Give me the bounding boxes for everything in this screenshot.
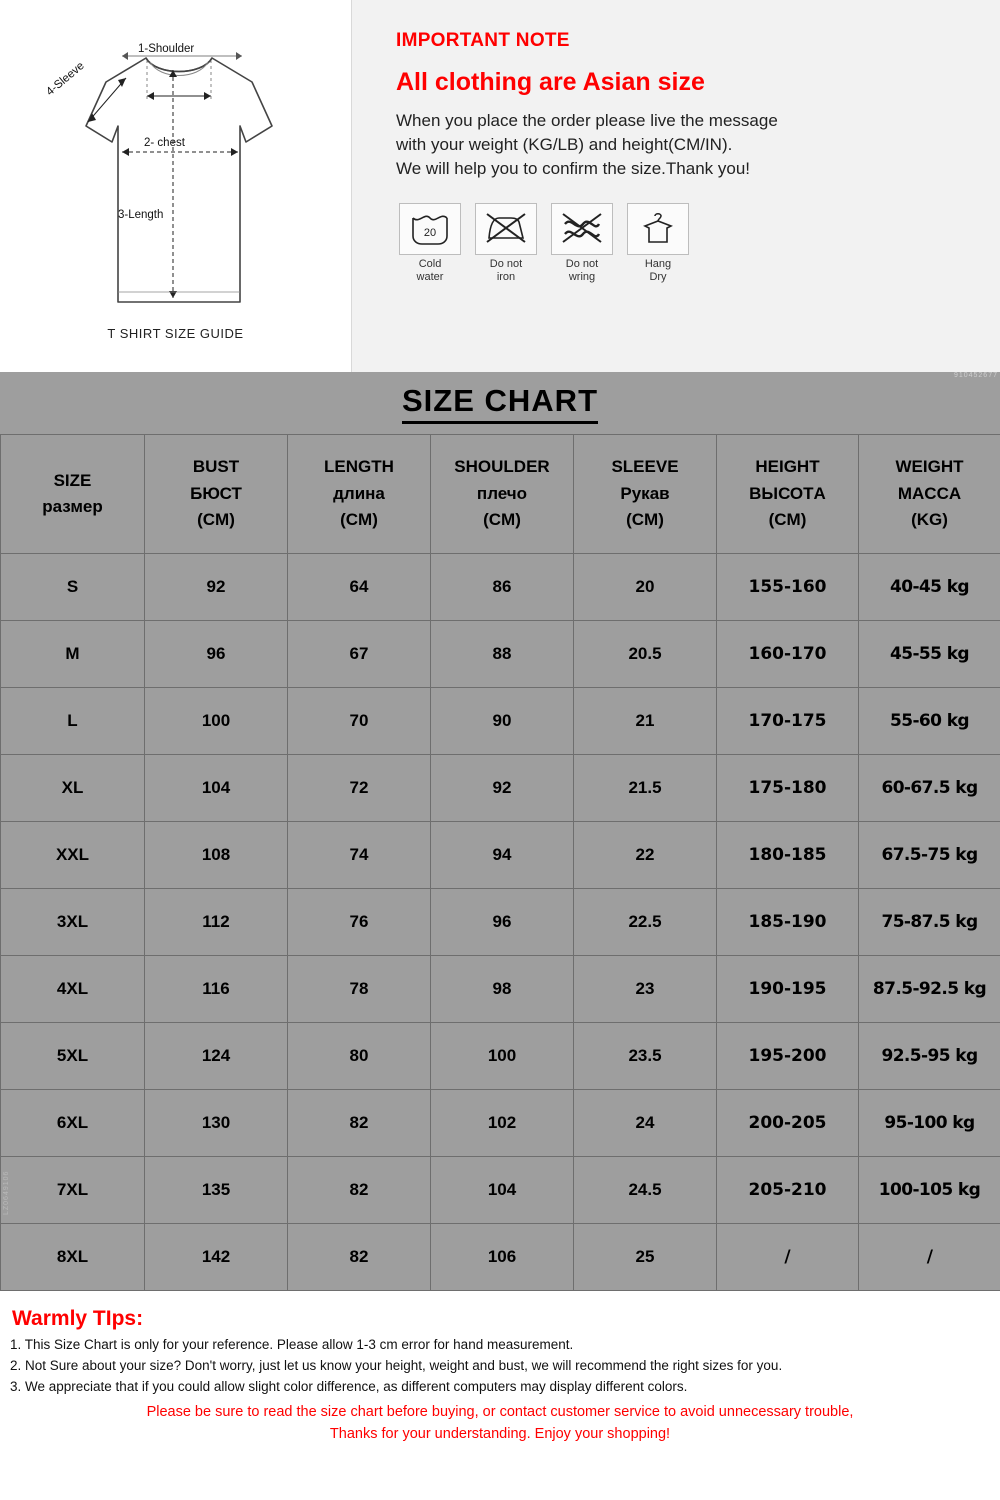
cell-shoulder: 98 xyxy=(431,956,574,1023)
cell-weight: 92.5-95 kg xyxy=(859,1023,1000,1090)
care-instructions xyxy=(396,203,966,283)
hang-dry-icon xyxy=(627,203,689,255)
watermark-bottom-left: LZ0649106 xyxy=(3,1170,10,1215)
cell-bust: 96 xyxy=(145,621,288,688)
tip-item-1: 1. This Size Chart is only for your reference. Please allow 1-3 cm error for hand measurement. xyxy=(10,1337,574,1352)
tips-title: Warmly TIps: xyxy=(12,1307,144,1330)
cell-size: M xyxy=(1,621,145,688)
tips-red-line-1: Please be sure to read the size chart before buying, or contact customer service to avoid unnecessary trouble, xyxy=(146,1403,854,1420)
col-head-line1: HEIGHT xyxy=(755,457,820,477)
cell-size: 5XL xyxy=(1,1023,145,1090)
cell-shoulder: 102 xyxy=(431,1090,574,1157)
cell-sleeve: 20 xyxy=(574,554,717,621)
cell-bust: 135 xyxy=(145,1157,288,1224)
cell-sleeve: 23 xyxy=(574,956,717,1023)
cell-length: 74 xyxy=(288,822,431,889)
cell-shoulder: 88 xyxy=(431,621,574,688)
cell-length: 82 xyxy=(288,1157,431,1224)
cell-size: 3XL xyxy=(1,889,145,956)
chart-title: SIZE CHART xyxy=(402,383,598,424)
cell-weight: / xyxy=(859,1224,1000,1291)
cell-sleeve: 22 xyxy=(574,822,717,889)
care-item-cold-water xyxy=(396,203,464,283)
note-line-3: We will help you to confirm the size.Thank you! xyxy=(396,159,751,179)
col-head-shoulder xyxy=(431,435,574,554)
cell-size: 4XL xyxy=(1,956,145,1023)
cell-height: 195-200 xyxy=(717,1023,859,1090)
tip-item-2: 2. Not Sure about your size? Don't worry, just let us know your height, weight and bust, we will recommend the right sizes for you. xyxy=(10,1357,783,1373)
cell-bust: 100 xyxy=(145,688,288,755)
cell-bust: 124 xyxy=(145,1023,288,1090)
cell-bust: 92 xyxy=(145,554,288,621)
col-head-line3: (KG) xyxy=(911,510,948,530)
col-head-line1: LENGTH xyxy=(324,457,394,477)
cell-size: 8XL xyxy=(1,1224,145,1291)
care-label-line2: water xyxy=(416,271,444,284)
cell-height: 205-210 xyxy=(717,1157,859,1224)
cell-length: 76 xyxy=(288,889,431,956)
cell-bust: 116 xyxy=(145,956,288,1023)
care-label-line2: wring xyxy=(568,271,596,284)
cell-weight: 67.5-75 kg xyxy=(859,822,1000,889)
tshirt-illustration-svg xyxy=(34,30,324,310)
cell-height: 200-205 xyxy=(717,1090,859,1157)
note-headline: All clothing are Asian size xyxy=(396,68,705,96)
care-label-line2: iron xyxy=(496,271,516,284)
cell-length: 80 xyxy=(288,1023,431,1090)
tshirt-diagram xyxy=(34,30,324,310)
cell-weight: 60-67.5 kg xyxy=(859,755,1000,822)
care-item-do-not-wring xyxy=(548,203,616,283)
guide-caption: T SHIRT SIZE GUIDE xyxy=(107,326,244,341)
cell-shoulder: 92 xyxy=(431,755,574,822)
cell-length: 82 xyxy=(288,1224,431,1291)
svg-text:20: 20 xyxy=(423,227,437,240)
table-row xyxy=(1,1224,1000,1291)
col-head-line2: размер xyxy=(42,497,103,516)
care-item-hang-dry xyxy=(624,203,692,283)
cell-shoulder: 96 xyxy=(431,889,574,956)
label-chest: 2- chest xyxy=(144,137,185,149)
cell-height: / xyxy=(717,1224,859,1291)
cell-weight: 75-87.5 kg xyxy=(859,889,1000,956)
cell-size: 7XL xyxy=(1,1157,145,1224)
cell-bust: 108 xyxy=(145,822,288,889)
do-not-wring-icon xyxy=(551,203,613,255)
cell-weight: 55-60 kg xyxy=(859,688,1000,755)
cell-bust: 130 xyxy=(145,1090,288,1157)
table-row xyxy=(1,889,1000,956)
care-label-line2: Dry xyxy=(649,271,667,284)
cell-size: XXL xyxy=(1,822,145,889)
care-label-line1: Do not xyxy=(565,258,599,271)
cell-height: 180-185 xyxy=(717,822,859,889)
cell-weight: 40-45 kg xyxy=(859,554,1000,621)
table-row xyxy=(1,822,1000,889)
cell-height: 175-180 xyxy=(717,755,859,822)
col-head-length xyxy=(288,435,431,554)
col-head-line3: (CM) xyxy=(340,510,378,530)
cell-size: L xyxy=(1,688,145,755)
top-panel xyxy=(0,0,1000,372)
col-head-line1: SIZE xyxy=(53,470,92,490)
cell-shoulder: 104 xyxy=(431,1157,574,1224)
size-chart-section xyxy=(0,372,1000,1291)
cell-length: 64 xyxy=(288,554,431,621)
cell-bust: 112 xyxy=(145,889,288,956)
important-note-panel xyxy=(352,0,1000,372)
table-row xyxy=(1,1023,1000,1090)
col-head-line3: (CM) xyxy=(197,510,235,530)
col-head-weight xyxy=(859,435,1000,554)
table-row xyxy=(1,755,1000,822)
col-head-line3: (CM) xyxy=(626,510,664,530)
cell-sleeve: 20.5 xyxy=(574,621,717,688)
cell-size: XL xyxy=(1,755,145,822)
col-head-line1: BUST xyxy=(192,457,240,477)
col-head-line1: SHOULDER xyxy=(454,457,550,477)
care-label-line1: Do not xyxy=(489,258,523,271)
cell-size: S xyxy=(1,554,145,621)
col-head-height xyxy=(717,435,859,554)
table-header-row xyxy=(1,435,1000,554)
cell-height: 185-190 xyxy=(717,889,859,956)
cell-sleeve: 24 xyxy=(574,1090,717,1157)
cell-size: 6XL xyxy=(1,1090,145,1157)
cell-length: 78 xyxy=(288,956,431,1023)
cell-sleeve: 22.5 xyxy=(574,889,717,956)
size-chart-table xyxy=(0,434,1000,1291)
table-row xyxy=(1,688,1000,755)
cell-weight: 100-105 kg xyxy=(859,1157,1000,1224)
care-label-line1: Hang xyxy=(644,258,672,271)
cell-weight: 45-55 kg xyxy=(859,621,1000,688)
col-head-line1: SLEEVE xyxy=(611,457,679,477)
cell-sleeve: 24.5 xyxy=(574,1157,717,1224)
cell-shoulder: 106 xyxy=(431,1224,574,1291)
table-row xyxy=(1,621,1000,688)
table-body xyxy=(1,554,1000,1291)
cell-height: 170-175 xyxy=(717,688,859,755)
cell-shoulder: 86 xyxy=(431,554,574,621)
cell-sleeve: 21 xyxy=(574,688,717,755)
col-head-line2: БЮСТ xyxy=(190,483,242,503)
cell-sleeve: 23.5 xyxy=(574,1023,717,1090)
cell-shoulder: 100 xyxy=(431,1023,574,1090)
cell-bust: 104 xyxy=(145,755,288,822)
cell-weight: 87.5-92.5 kg xyxy=(859,956,1000,1023)
col-head-line1: WEIGHT xyxy=(895,457,964,477)
note-line-2: with your weight (KG/LB) and height(CM/IN). xyxy=(396,135,733,155)
col-head-sleeve xyxy=(574,435,717,554)
label-shoulder: 1-Shoulder xyxy=(138,43,195,55)
cell-length: 82 xyxy=(288,1090,431,1157)
care-label-line1: Cold xyxy=(418,258,442,271)
col-head-line2: MACCA xyxy=(897,483,962,503)
table-row xyxy=(1,554,1000,621)
cell-length: 70 xyxy=(288,688,431,755)
warmly-tips-section xyxy=(0,1291,1000,1445)
cell-bust: 142 xyxy=(145,1224,288,1291)
watermark-top-right: 910452677 xyxy=(953,372,998,379)
tshirt-size-guide xyxy=(0,0,352,372)
cell-shoulder: 94 xyxy=(431,822,574,889)
cell-weight: 95-100 kg xyxy=(859,1090,1000,1157)
table-row xyxy=(1,956,1000,1023)
tip-item-3: 3. We appreciate that if you could allow slight color difference, as different computers may display different colors. xyxy=(10,1378,688,1394)
tips-red-line-2: Thanks for your understanding. Enjoy your shopping! xyxy=(329,1425,671,1442)
cell-sleeve: 21.5 xyxy=(574,755,717,822)
table-row xyxy=(1,1157,1000,1224)
note-title: IMPORTANT NOTE xyxy=(396,30,570,51)
cold-water-icon xyxy=(399,203,461,255)
label-sleeve: 4-Sleeve xyxy=(44,59,87,99)
cell-length: 67 xyxy=(288,621,431,688)
care-item-do-not-iron xyxy=(472,203,540,283)
cell-height: 155-160 xyxy=(717,554,859,621)
do-not-iron-icon xyxy=(475,203,537,255)
cell-height: 160-170 xyxy=(717,621,859,688)
note-line-1: When you place the order please live the message xyxy=(396,111,778,130)
col-head-line2: длина xyxy=(333,483,385,503)
col-head-line3: (CM) xyxy=(483,510,521,530)
table-row xyxy=(1,1090,1000,1157)
label-length: 3-Length xyxy=(118,209,164,221)
col-head-line2: ВЫСОТA xyxy=(749,483,826,503)
col-head-size xyxy=(1,435,145,554)
col-head-line2: Рукав xyxy=(620,483,670,503)
cell-sleeve: 25 xyxy=(574,1224,717,1291)
col-head-line3: (CM) xyxy=(768,510,807,530)
col-head-line2: плечо xyxy=(476,483,528,503)
cell-length: 72 xyxy=(288,755,431,822)
cell-shoulder: 90 xyxy=(431,688,574,755)
cell-height: 190-195 xyxy=(717,956,859,1023)
col-head-bust xyxy=(145,435,288,554)
